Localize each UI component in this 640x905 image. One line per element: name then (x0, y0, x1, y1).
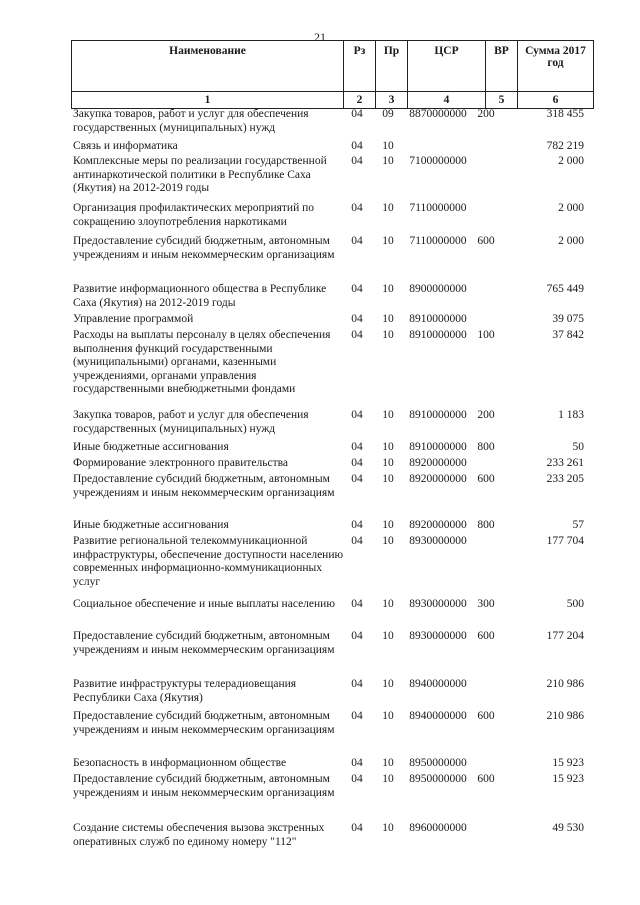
header-rz: Рз (344, 41, 376, 92)
cell-name: Развитие инфраструктуры телерадиовещания Республики Саха (Якутия) (73, 678, 297, 704)
cell-pr: 10 (382, 519, 394, 531)
page-number: 21 (314, 30, 326, 44)
cell-csr: 8900000000 (409, 283, 467, 295)
cell-vr: 600 (477, 773, 495, 785)
cell-rz: 04 (351, 630, 363, 642)
cell-vr: 600 (477, 473, 495, 485)
cell-csr: 8950000000 (409, 773, 467, 785)
cell-name: Предоставление субсидий бюджетным, автономным учреждениям и иным некоммерческим организациям (73, 630, 335, 656)
cell-pr: 10 (382, 235, 394, 247)
cell-pr: 10 (382, 710, 394, 722)
cell-rz: 04 (351, 108, 363, 120)
cell-sum: 15 923 (552, 773, 584, 785)
cell-pr: 10 (382, 441, 394, 453)
header-number-2: 2 (344, 92, 376, 109)
cell-pr: 10 (382, 757, 394, 769)
cell-name: Развитие информационного общества в Республике Саха (Якутия) на 2012-2019 годы (73, 283, 327, 309)
cell-pr: 10 (382, 140, 394, 152)
cell-vr: 600 (477, 630, 495, 642)
cell-vr: 100 (477, 329, 495, 341)
cell-csr: 7110000000 (409, 202, 467, 214)
cell-rz: 04 (351, 313, 363, 325)
cell-rz: 04 (351, 235, 363, 247)
cell-rz: 04 (351, 155, 363, 167)
cell-csr: 8930000000 (409, 630, 467, 642)
header-number-3: 3 (376, 92, 408, 109)
cell-csr: 8920000000 (409, 473, 467, 485)
cell-name: Расходы на выплаты персоналу в целях обеспечения выполнения функций государственными (муниципальными) органами, казенными учреждениями, органами управления государственными внебюджетными фондами (73, 329, 331, 395)
cell-name: Закупка товаров, работ и услуг для обеспечения государственных (муниципальных) нужд (73, 108, 309, 134)
cell-name: Формирование электронного правительства (73, 457, 289, 469)
cell-rz: 04 (351, 773, 363, 785)
cell-name: Безопасность в информационном обществе (73, 757, 287, 769)
cell-csr: 8930000000 (409, 535, 467, 547)
cell-pr: 10 (382, 535, 394, 547)
cell-sum: 500 (566, 598, 584, 610)
cell-pr: 10 (382, 473, 394, 485)
cell-name: Предоставление субсидий бюджетным, автономным учреждениям и иным некоммерческим организациям (73, 773, 335, 799)
cell-rz: 04 (351, 710, 363, 722)
cell-pr: 10 (382, 457, 394, 469)
cell-pr: 10 (382, 630, 394, 642)
cell-rz: 04 (351, 678, 363, 690)
header-vr: ВР (486, 41, 518, 92)
cell-pr: 10 (382, 678, 394, 690)
cell-csr: 8960000000 (409, 822, 467, 834)
cell-sum: 50 (572, 441, 584, 453)
cell-sum: 39 075 (552, 313, 584, 325)
cell-csr: 8910000000 (409, 409, 467, 421)
cell-pr: 10 (382, 329, 394, 341)
cell-csr: 8930000000 (409, 598, 467, 610)
cell-name: Иные бюджетные ассигнования (73, 441, 229, 453)
cell-rz: 04 (351, 283, 363, 295)
cell-rz: 04 (351, 519, 363, 531)
header-sum: Сумма 2017 год (518, 41, 594, 92)
cell-pr: 10 (382, 598, 394, 610)
cell-sum: 782 219 (546, 140, 584, 152)
cell-name: Комплексные меры по реализации государственной антинаркотической политики в Республике Саха (Якутия) на 2012-2019 годы (73, 155, 327, 194)
cell-name: Предоставление субсидий бюджетным, автономным учреждениям и иным некоммерческим организациям (73, 473, 335, 499)
cell-pr: 10 (382, 202, 394, 214)
header-number-4: 4 (408, 92, 486, 109)
cell-sum: 1 183 (558, 409, 584, 421)
cell-csr: 8870000000 (409, 108, 467, 120)
cell-csr: 8920000000 (409, 457, 467, 469)
cell-csr: 8910000000 (409, 313, 467, 325)
cell-sum: 177 704 (546, 535, 584, 547)
cell-name: Создание системы обеспечения вызова экстренных оперативных служб по единому номеру "112" (73, 822, 325, 848)
cell-rz: 04 (351, 535, 363, 547)
cell-sum: 233 205 (546, 473, 584, 485)
cell-sum: 15 923 (552, 757, 584, 769)
cell-name: Предоставление субсидий бюджетным, автономным учреждениям и иным некоммерческим организациям (73, 235, 335, 261)
cell-sum: 318 455 (546, 108, 584, 120)
cell-sum: 2 000 (558, 202, 584, 214)
cell-vr: 800 (477, 519, 495, 531)
cell-name: Организация профилактических мероприятий по сокращению злоупотребления наркотиками (73, 202, 315, 228)
cell-vr: 800 (477, 441, 495, 453)
cell-csr: 7110000000 (409, 235, 467, 247)
cell-name: Закупка товаров, работ и услуг для обеспечения государственных (муниципальных) нужд (73, 409, 309, 435)
cell-pr: 10 (382, 822, 394, 834)
cell-sum: 233 261 (546, 457, 584, 469)
cell-rz: 04 (351, 757, 363, 769)
cell-rz: 04 (351, 409, 363, 421)
cell-csr: 8920000000 (409, 519, 467, 531)
cell-rz: 04 (351, 598, 363, 610)
cell-name: Социальное обеспечение и иные выплаты населению (73, 598, 335, 610)
cell-sum: 765 449 (546, 283, 584, 295)
cell-rz: 04 (351, 457, 363, 469)
cell-vr: 300 (477, 598, 495, 610)
cell-sum: 37 842 (552, 329, 584, 341)
cell-rz: 04 (351, 202, 363, 214)
cell-pr: 10 (382, 283, 394, 295)
cell-name: Иные бюджетные ассигнования (73, 519, 229, 531)
cell-sum: 2 000 (558, 235, 584, 247)
cell-rz: 04 (351, 822, 363, 834)
cell-pr: 10 (382, 773, 394, 785)
cell-pr: 09 (382, 108, 394, 120)
cell-vr: 600 (477, 235, 495, 247)
header-pr: Пр (376, 41, 408, 92)
header-csr: ЦСР (408, 41, 486, 92)
cell-rz: 04 (351, 473, 363, 485)
cell-csr: 8910000000 (409, 329, 467, 341)
cell-rz: 04 (351, 140, 363, 152)
header-name: Наименование (72, 41, 344, 92)
cell-sum: 2 000 (558, 155, 584, 167)
cell-name: Предоставление субсидий бюджетным, автономным учреждениям и иным некоммерческим организациям (73, 710, 335, 736)
cell-sum: 57 (572, 519, 584, 531)
cell-vr: 600 (477, 710, 495, 722)
cell-sum: 210 986 (546, 710, 584, 722)
cell-csr: 8940000000 (409, 678, 467, 690)
header-number-1: 1 (72, 92, 344, 109)
cell-csr: 8940000000 (409, 710, 467, 722)
cell-csr: 7100000000 (409, 155, 467, 167)
cell-rz: 04 (351, 441, 363, 453)
cell-pr: 10 (382, 155, 394, 167)
cell-name: Развитие региональной телекоммуникационной инфраструктуры, обеспечение доступности населению современных информационно-коммуникационных услуг (73, 535, 344, 588)
cell-sum: 49 530 (552, 822, 584, 834)
cell-csr: 8910000000 (409, 441, 467, 453)
cell-sum: 177 204 (546, 630, 584, 642)
cell-name: Связь и информатика (73, 140, 178, 152)
cell-sum: 210 986 (546, 678, 584, 690)
cell-rz: 04 (351, 329, 363, 341)
header-number-6: 6 (518, 92, 594, 109)
cell-name: Управление программой (73, 313, 194, 325)
cell-pr: 10 (382, 313, 394, 325)
cell-pr: 10 (382, 409, 394, 421)
cell-csr: 8950000000 (409, 757, 467, 769)
cell-vr: 200 (477, 409, 495, 421)
header-number-5: 5 (486, 92, 518, 109)
cell-vr: 200 (477, 108, 495, 120)
